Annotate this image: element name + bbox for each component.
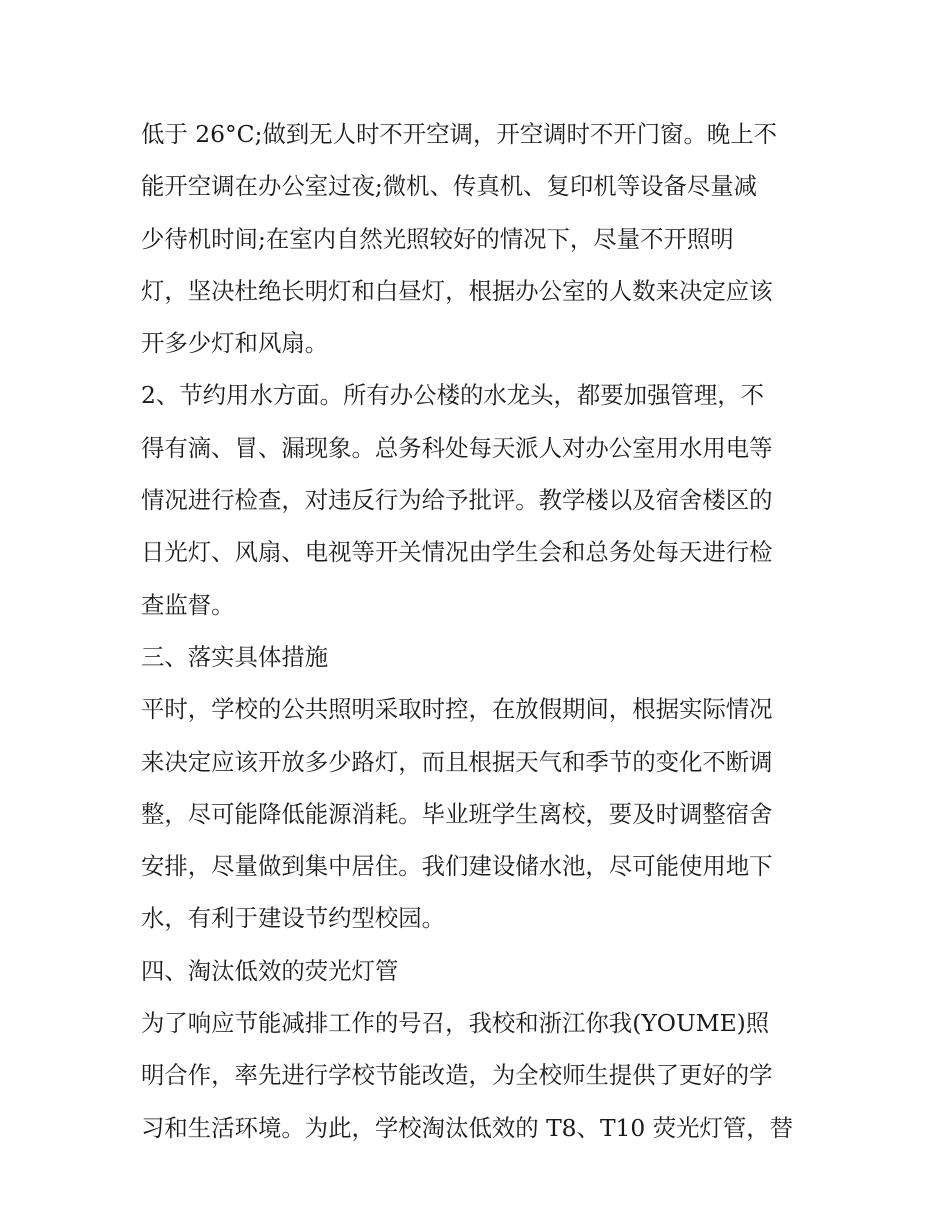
text-line: 情况进行检查，对违反行为给予批评。教学楼以及宿舍楼区的 [141,486,773,515]
text-line: 为了响应节能减排工作的号召，我校和浙江你我(YOUME)照 [141,1009,770,1038]
text-line: 低于 26°C;做到无人时不开空调，开空调时不开门窗。晚上不 [141,120,778,148]
text-line: 日光灯、风扇、电视等开关情况由学生会和总务处每天进行检 [141,538,773,567]
text-line: 查监督。 [141,590,235,619]
text-line: 2、节约用水方面。所有办公楼的水龙头，都要加强管理，不 [141,381,765,410]
text-line: 开多少灯和风扇。 [141,329,329,358]
document-body [141,108,821,1154]
text-line: 灯，坚决杜绝长明灯和白昼灯，根据办公室的人数来决定应该 [141,276,773,305]
text-line: 水，有利于建设节约型校园。 [141,904,446,933]
text-line: 来决定应该开放多少路灯，而且根据天气和季节的变化不断调 [141,747,773,776]
text-line: 整，尽可能降低能源消耗。毕业班学生离校，要及时调整宿舍 [141,799,773,828]
text-line: 习和生活环境。为此，学校淘汰低效的 T8、T10 荧光灯管，替 [141,1113,794,1142]
text-line: 安排，尽量做到集中居住。我们建设储水池，尽可能使用地下 [141,852,773,881]
section-heading: 三、落实具体措施 [141,642,329,671]
text-line: 平时，学校的公共照明采取时控，在放假期间，根据实际情况 [141,695,773,724]
section-heading: 四、淘汰低效的荧光灯管 [141,956,399,985]
text-line: 得有滴、冒、漏现象。总务科处每天派人对办公室用水用电等 [141,433,773,462]
text-line: 明合作，率先进行学校节能改造，为全校师生提供了更好的学 [141,1061,773,1090]
text-line: 少待机时间;在室内自然光照较好的情况下，尽量不开照明 [141,224,734,253]
text-line: 能开空调在办公室过夜;微机、传真机、复印机等设备尽量减 [141,172,758,201]
